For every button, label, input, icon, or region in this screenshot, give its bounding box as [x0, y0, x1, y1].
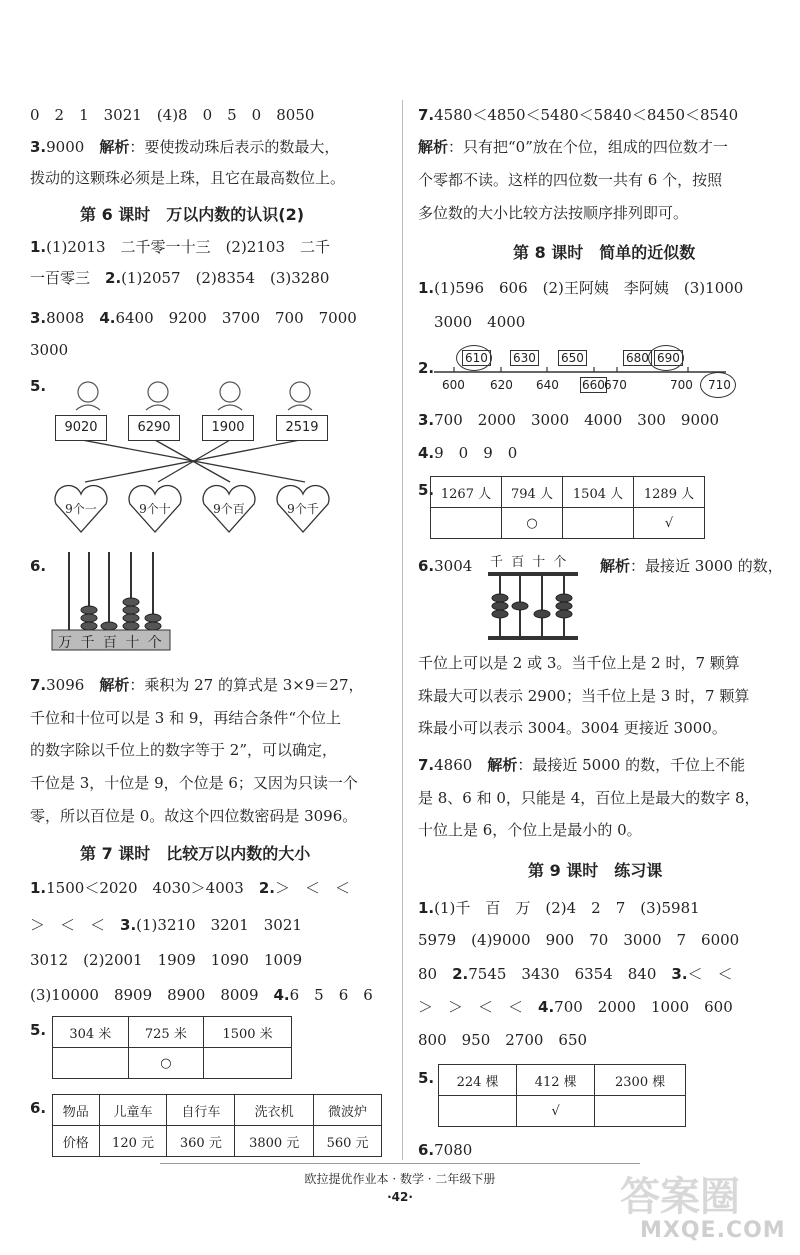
monkey-icon	[76, 382, 312, 410]
text-line: 的数字除以千位上的数字等于 2”，可以确定，	[30, 741, 337, 759]
check-mark: √	[634, 508, 705, 539]
match-lines	[82, 440, 305, 482]
table-cell: 2300 棵	[595, 1065, 686, 1096]
table-cell: 1289 人	[634, 477, 705, 508]
table-cell: 自行车	[167, 1095, 235, 1126]
table-cell	[595, 1096, 686, 1127]
footer-title: 欧拉提优作业本 · 数学 · 二年级下册	[304, 1172, 496, 1186]
check-mark: √	[517, 1096, 595, 1127]
question-number: 2.	[418, 359, 435, 377]
heart-card: 9个百	[200, 482, 258, 534]
text-line: 5979 (4)9000 900 70 3000 7 6000	[418, 931, 740, 949]
answer-6-3b: 3000	[30, 341, 69, 359]
number-card: 1900	[202, 415, 254, 441]
circle-mark: ○	[128, 1048, 204, 1079]
table-cell: 微波炉	[314, 1095, 382, 1126]
table-cell	[431, 508, 502, 539]
answer-8-6: 6.3004	[418, 557, 473, 575]
table-cell	[204, 1048, 292, 1079]
tick-label: 700	[670, 378, 693, 392]
circle-mark	[648, 345, 684, 371]
text-line: 800 950 2700 650	[418, 1031, 588, 1049]
table-cell: 儿童车	[99, 1095, 167, 1126]
section-heading-6: 第 6 课时 万以内数的认识(2)	[80, 205, 305, 224]
answer-8-7: 7.4860 解析：最接近 5000 的数，千位上不能	[418, 756, 746, 774]
analysis-line: 解析：只有把“0”放在个位，组成的四位数才一	[418, 138, 728, 156]
table-cell: 412 棵	[517, 1065, 595, 1096]
tick-label: 670	[604, 378, 627, 392]
tick-label: 620	[490, 378, 513, 392]
heart-card: 9个十	[126, 482, 184, 534]
question-number: 6.	[30, 557, 47, 575]
column-divider	[402, 100, 403, 1160]
circle-mark	[700, 372, 736, 398]
text-line: 零，所以百位是 0。故这个四位数密码是 3096。	[30, 807, 358, 825]
answer-9-6: 6.7080	[418, 1141, 473, 1159]
heart-card: 9个一	[52, 482, 110, 534]
answer-8-1b: 3000 4000	[434, 313, 526, 331]
table-cell: 794 人	[501, 477, 562, 508]
heart-card: 9个千	[274, 482, 332, 534]
tick-label: 600	[442, 378, 465, 392]
text-line: 十位上是 6，个位上是最小的 0。	[418, 821, 642, 839]
question-number: 6.	[30, 1099, 47, 1117]
marked-number: 630	[510, 350, 539, 366]
marked-number: 690	[654, 350, 683, 366]
tick-label: 640	[536, 378, 559, 392]
text-line: 珠最大可以表示 2900；当千位上是 3 时，7 颗算	[418, 687, 750, 705]
marked-number: 660	[582, 378, 605, 392]
answer-8-3: 3.700 2000 3000 4000 300 9000	[418, 411, 720, 429]
table-cell: 560 元	[314, 1126, 382, 1157]
question-number: 5.	[30, 377, 47, 395]
answer-8-1: 1.(1)596 606 (2)王阿姨 李阿姨 (3)1000	[418, 279, 744, 297]
answer-9-1c: 80 2.7545 3430 6354 840 3.＜ ＜	[418, 965, 733, 983]
number-card: 2519	[276, 415, 328, 441]
answer-7-1: 1.1500＜2020 4030＞4003 2.＞ ＜ ＜	[30, 879, 350, 897]
answer-7-1c: 3012 (2)2001 1909 1090 1009	[30, 951, 303, 969]
answer-7: 7.4580＜4850＜5480＜5840＜8450＜8540	[418, 106, 739, 124]
tick-label: 710	[708, 378, 731, 392]
abacus-illustration	[488, 572, 588, 644]
table-cell	[563, 508, 634, 539]
table-cell	[53, 1048, 129, 1079]
page-number: ·42·	[387, 1190, 413, 1204]
watermark-logo: 答案圈	[620, 1174, 740, 1220]
answer-8-4: 4.9 0 9 0	[418, 444, 518, 462]
answer-table	[430, 476, 705, 539]
table-cell: 360 元	[167, 1126, 235, 1157]
text-line: 千位上可以是 2 或 3。当千位上是 2 时，7 颗算	[418, 654, 740, 672]
answer-table	[438, 1064, 686, 1127]
footer-rule	[160, 1163, 640, 1164]
table-cell: 价格	[53, 1126, 100, 1157]
section-heading-9: 第 9 课时 练习课	[528, 861, 663, 880]
text-line: 珠最小可以表示 3004。3004 更接近 3000。	[418, 719, 727, 737]
marked-number: 650	[558, 350, 587, 366]
table-cell: 物品	[53, 1095, 100, 1126]
answer-6-1: 1.(1)2013 二千零一十三 (2)2103 二千	[30, 238, 330, 256]
section-heading-7: 第 7 课时 比较万以内数的大小	[80, 844, 311, 863]
answer-3: 3.9000 解析：要使拨动珠后表示的数最大，	[30, 138, 340, 156]
answer-9-1: 1.(1)千 百 万 (2)4 2 7 (3)5981	[418, 899, 700, 917]
answer-7-1b: ＞ ＜ ＜ 3.(1)3210 3201 3021	[30, 916, 302, 934]
table-cell: 304 米	[53, 1017, 129, 1048]
question-number: 5.	[418, 1069, 435, 1087]
marked-number: 680	[623, 350, 652, 366]
circle-mark	[456, 345, 492, 371]
table-cell: 725 米	[128, 1017, 204, 1048]
abacus-labels: 万 千 百 十 个	[58, 635, 164, 651]
marked-number: 610	[462, 350, 491, 366]
text-line: 是 8、6 和 0，只能是 4，百位上是最大的数字 8，	[418, 789, 760, 807]
number-card: 9020	[55, 415, 107, 441]
text-line: 多位数的大小比较方法按顺序排列即可。	[418, 204, 689, 222]
section-heading-8: 第 8 课时 简单的近似数	[513, 243, 696, 262]
answer-3-line2: 拨动的这颗珠必须是上珠，且它在最高数位上。	[30, 169, 346, 187]
answer-6-3: 3.8008 4.6400 9200 3700 700 7000	[30, 309, 357, 327]
answer-6-7: 7.3096 解析：乘积为 27 的算式是 3×9＝27，	[30, 676, 364, 694]
table-cell	[439, 1096, 517, 1127]
watermark-url: MXQE.COM	[640, 1218, 786, 1243]
table-cell: 120 元	[99, 1126, 167, 1157]
table-cell: 1504 人	[563, 477, 634, 508]
question-number: 5.	[418, 481, 435, 499]
table-cell: 3800 元	[235, 1126, 314, 1157]
question-number: 5.	[30, 1021, 47, 1039]
answer-7-1d: (3)10000 8909 8900 8009 4.6 5 6 6	[30, 986, 373, 1004]
table-cell: 1500 米	[204, 1017, 292, 1048]
text-line: 千位和十位可以是 3 和 9，再结合条件“个位上	[30, 709, 342, 727]
table-cell: 洗衣机	[235, 1095, 314, 1126]
table-cell: 224 棵	[439, 1065, 517, 1096]
price-table	[52, 1094, 382, 1157]
analysis-line: 解析：最接近 3000 的数，	[600, 557, 783, 575]
text-line: 个零都不读。这样的四位数一共有 6 个，按照	[418, 171, 723, 189]
answer-9-1d: ＞ ＞ ＜ ＜ 4.700 2000 1000 600	[418, 998, 733, 1016]
abacus-labels: 千 百 十 个	[490, 555, 569, 570]
number-card: 6290	[128, 415, 180, 441]
circle-mark: ○	[501, 508, 562, 539]
answer-6-1b: 一百零三 2.(1)2057 (2)8354 (3)3280	[30, 269, 330, 287]
answer-line: 0 2 1 3021 (4)8 0 5 0 8050	[30, 106, 315, 124]
text-line: 千位是 3，十位是 9，个位是 6；又因为只读一个	[30, 774, 358, 792]
table-cell: 1267 人	[431, 477, 502, 508]
answer-table	[52, 1016, 292, 1079]
